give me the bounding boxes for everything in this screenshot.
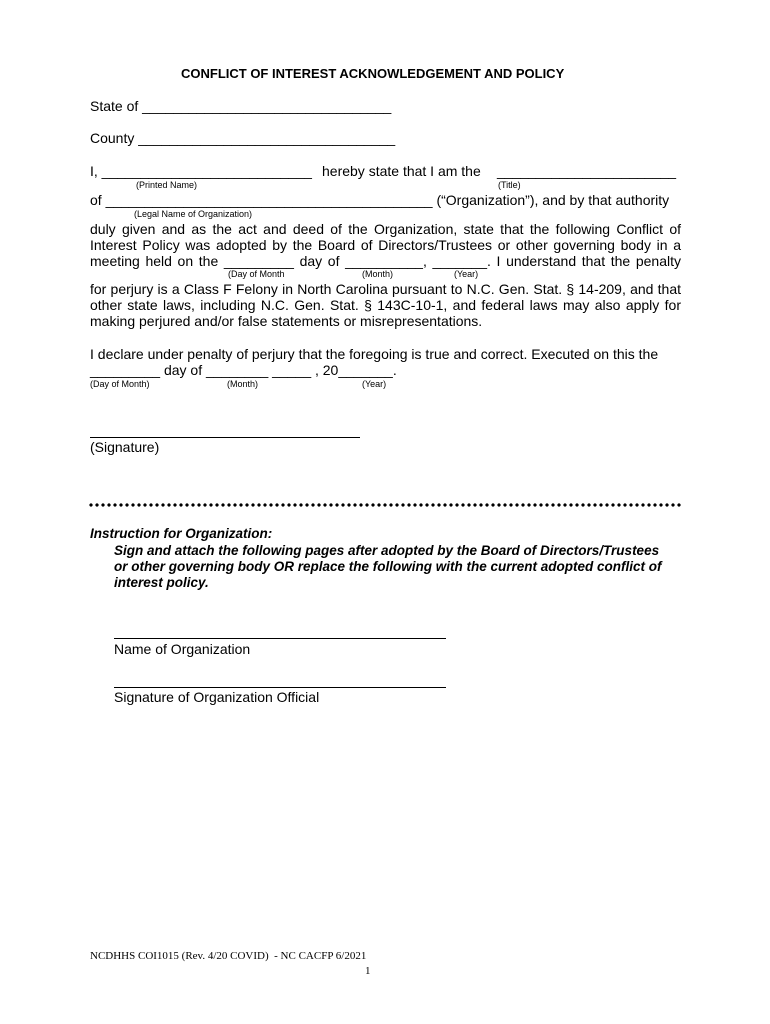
policy-paragraph-line: making perjured and/or false statements or misrepresentations. <box>90 313 483 329</box>
dotted-divider <box>88 503 682 507</box>
declaration-text: I declare under penalty of perjury that the foregoing is true and correct. Executed on this the <box>90 346 659 362</box>
instruction-text-line: interest policy. <box>114 575 209 590</box>
legal-name-caption: (Legal Name of Organization) <box>134 209 253 219</box>
state-field[interactable]: State of ________________________________ <box>90 98 392 114</box>
signature-line[interactable] <box>90 437 360 438</box>
policy-paragraph-line: duly given and as the act and deed of the Organization, state that the following Conflict of <box>90 221 681 237</box>
printed-name-field[interactable]: I, ___________________________ <box>90 163 312 179</box>
policy-paragraph-line: for perjury is a Class F Felony in North Carolina pursuant to N.C. Gen. Stat. § 14-209, and that <box>90 281 681 297</box>
year-caption: (Year) <box>454 269 479 279</box>
month-caption: (Month) <box>362 269 394 279</box>
year-caption: (Year) <box>362 379 387 389</box>
policy-paragraph-line: other state laws, including N.C. Gen. Stat. § 143C-10-1, and federal laws may also apply for <box>90 297 681 313</box>
signature-caption: (Signature) <box>90 439 160 455</box>
organization-name-caption: Name of Organization <box>114 641 251 657</box>
organization-name-field[interactable]: of __________________________________________ (“Organization”), and by that authority <box>90 192 670 208</box>
instruction-heading: Instruction for Organization: <box>90 526 273 541</box>
form-id-footer: NCDHHS COI1015 (Rev. 4/20 COVID) - NC CACFP 6/2021 <box>90 950 367 962</box>
declarant-statement-text: hereby state that I am the <box>322 163 481 179</box>
instruction-text-line: or other governing body OR replace the following with the current adopted conflict of <box>114 559 662 574</box>
execution-date-line[interactable]: _________ day of ________ _____ , 20_______. <box>90 362 397 378</box>
day-of-month-caption: (Day of Month <box>228 269 285 279</box>
official-signature-caption: Signature of Organization Official <box>114 689 320 705</box>
organization-name-line[interactable] <box>114 638 446 639</box>
day-of-month-caption: (Day of Month) <box>90 379 150 389</box>
policy-paragraph-line: Interest Policy was adopted by the Board of Directors/Trustees or other governing body in a <box>90 237 681 253</box>
meeting-date-line[interactable]: meeting held on the _________ day of __________, _______. I understand that the penalty <box>90 253 681 269</box>
official-signature-line[interactable] <box>114 687 446 688</box>
title-caption: (Title) <box>498 180 521 190</box>
page-number: 1 <box>365 965 371 977</box>
instruction-text-line: Sign and attach the following pages after adopted by the Board of Directors/Trustees <box>114 543 660 558</box>
month-caption: (Month) <box>227 379 259 389</box>
county-field[interactable]: County _________________________________ <box>90 130 396 146</box>
printed-name-caption: (Printed Name) <box>136 180 198 190</box>
document-title: CONFLICT OF INTEREST ACKNOWLEDGEMENT AND POLICY <box>181 66 565 81</box>
title-field[interactable]: _______________________ <box>497 163 677 179</box>
